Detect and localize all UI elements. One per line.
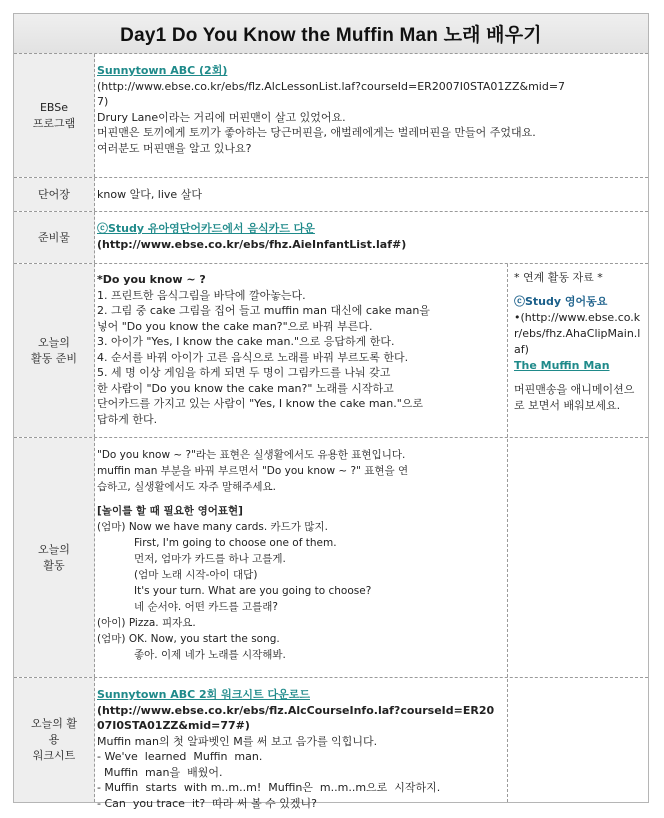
- dialogue-text: First, I'm going to choose one of them.: [134, 537, 337, 549]
- prep-step: 5. 세 명 이상 게임을 하게 되면 두 명이 그림카드를 나눠 갖고: [97, 366, 391, 379]
- dialogue-line: [97, 519, 505, 535]
- prep-step: 한 사람이 "Do you know the cake man?" 노래를 시작하고: [97, 381, 394, 395]
- prep-heading: *Do you know ~ ?: [97, 273, 206, 286]
- dialogue-line: [97, 615, 505, 631]
- side-heading: * 연계 활동 자료 *: [514, 271, 603, 284]
- side-link2[interactable]: The Muffin Man: [514, 359, 610, 372]
- worksheet-line: - We've learned Muffin man.: [97, 750, 263, 763]
- worksheet-line: Muffin man을 배웠어.: [97, 765, 223, 779]
- vocab-text: know 알다, live 살다: [97, 188, 202, 201]
- lesson-table: [13, 13, 649, 810]
- dialogue-text: 좋아. 이제 네가 노래를 시작해봐.: [134, 649, 286, 661]
- worksheet-row: [14, 678, 648, 810]
- worksheet-line: - Muffin starts with m..m..m! Muffin은 m..m..m으로 시작하지.: [97, 781, 441, 794]
- activity-label-text: 오늘의 활동: [38, 542, 70, 572]
- speaker: (엄마): [97, 521, 126, 533]
- dialogue-text: Now we have many cards. 카드가 많지.: [128, 521, 328, 533]
- dialogue-text: 네 순서야. 어떤 카드를 고를래?: [134, 601, 278, 613]
- program-desc-1: Drury Lane이라는 거리에 머핀맨이 살고 있었어요.: [97, 110, 346, 124]
- vocab-row: [14, 178, 648, 212]
- program-url-line1[interactable]: (http://www.ebse.co.kr/ebs/flz.AlcLessonList.laf?courseId=ER2007I0STA01ZZ&mid=7: [97, 79, 566, 93]
- activity-intro-1: "Do you know ~ ?"라는 표현은 실생활에서도 유용한 표현입니다.: [97, 449, 406, 461]
- dialogue-text: Pizza. 피자요.: [128, 617, 196, 629]
- program-row: [14, 54, 648, 178]
- prep-step: 4. 순서를 바꿔 아이가 고른 음식으로 노래를 바꿔 부르도록 한다.: [97, 350, 409, 364]
- side-note: 머핀맨송을 애니메이션으로 보면서 배워보세요.: [514, 383, 635, 412]
- prep-step: 넣어 "Do you know the cake man?"으로 바꿔 부른다.: [97, 319, 373, 333]
- activity-heading: [놀이를 할 때 필요한 영어표현]: [97, 505, 243, 517]
- materials-row: [14, 212, 648, 264]
- activity-row: [14, 438, 648, 678]
- prep-step: 3. 아이가 "Yes, I know the cake man."으로 응답하게 한다.: [97, 335, 395, 348]
- worksheet-url-line2[interactable]: 07I0STA01ZZ&mid=77#): [97, 719, 250, 732]
- dialogue-line: [97, 647, 505, 663]
- page-title: Day1 Do You Know the Muffin Man 노래 배우기: [120, 25, 542, 46]
- dialogue-line: [97, 631, 505, 647]
- worksheet-url-line1[interactable]: (http://www.ebse.co.kr/ebs/flz.AlcCourseInfo.laf?courseId=ER20: [97, 703, 495, 717]
- materials-label-text: 준비물: [38, 230, 70, 244]
- program-label-text: EBSe 프로그램: [32, 100, 76, 130]
- dialogue-text: OK. Now, you start the song.: [128, 633, 280, 645]
- side-link1-title[interactable]: ⓒStudy 영어동요: [514, 295, 608, 308]
- speaker: (엄마): [97, 633, 126, 645]
- side-link1-url[interactable]: •(http://www.ebse.co.kr/ebs/fhz.AhaClipMain.laf): [514, 311, 641, 356]
- dialogue-text: (엄마 노래 시작-아이 대답): [134, 569, 258, 581]
- activity-label: [14, 438, 95, 677]
- vocab-label-text: 단어장: [38, 187, 70, 201]
- program-desc-3: 여러분도 머핀맨을 알고 있나요?: [97, 141, 252, 155]
- prep-label: [14, 264, 95, 437]
- worksheet-line: Muffin man의 첫 알파벳인 M를 써 보고 음가를 익힙니다.: [97, 734, 378, 748]
- speaker: (아이): [97, 617, 126, 629]
- activity-intro-2: muffin man 부분을 바꿔 부르면서 "Do you know ~ ?" 표현을 연: [97, 465, 409, 477]
- activity-intro-3: 습하고, 실생활에서도 자주 말해주세요.: [97, 481, 276, 493]
- prep-step: 단어카드를 가지고 있는 사람이 "Yes, I know the cake man."으로: [97, 397, 424, 410]
- dialogue-text: 먼저, 엄마가 카드를 하나 고를게.: [134, 553, 286, 565]
- materials-label: [14, 212, 95, 263]
- dialogue-text: It's your turn. What are you going to choose?: [134, 585, 372, 597]
- dialogue-line: [97, 535, 505, 551]
- worksheet-label: [14, 678, 95, 802]
- program-label: [14, 54, 95, 177]
- prep-step: 답하게 한다.: [97, 412, 158, 426]
- materials-url[interactable]: (http://www.ebse.co.kr/ebs/fhz.AieInfantList.laf#): [97, 237, 407, 251]
- dialogue-line: [97, 583, 505, 599]
- materials-link[interactable]: ⓒStudy 유아영단어카드에서 음식카드 다운: [97, 222, 315, 235]
- dialogue-line: [97, 567, 505, 583]
- worksheet-line: - Can you trace it? 따라 써 볼 수 있겠니?: [97, 796, 317, 810]
- prep-step: 2. 그림 중 cake 그림을 집어 들고 muffin man 대신에 cake man을: [97, 304, 430, 317]
- worksheet-link[interactable]: Sunnytown ABC 2회 워크시트 다운로드: [97, 688, 310, 701]
- vocab-label: [14, 178, 95, 211]
- prep-label-text: 오늘의 활동 준비: [30, 335, 77, 365]
- program-url-line2: 7): [97, 95, 109, 108]
- prep-step: 1. 프린트한 음식그림을 바닥에 깔아놓는다.: [97, 288, 306, 302]
- title-bar: [14, 14, 648, 54]
- program-link[interactable]: Sunnytown ABC (2회): [97, 64, 228, 77]
- dialogue-line: [97, 551, 505, 567]
- dialogue-line: [97, 599, 505, 615]
- program-desc-2: 머핀맨은 토끼에게 토끼가 좋아하는 당근머핀을, 애벌레에게는 벌레머핀을 만들어 주었대요.: [97, 126, 536, 139]
- worksheet-label-text: 오늘의 활 용 워크시트: [30, 717, 77, 762]
